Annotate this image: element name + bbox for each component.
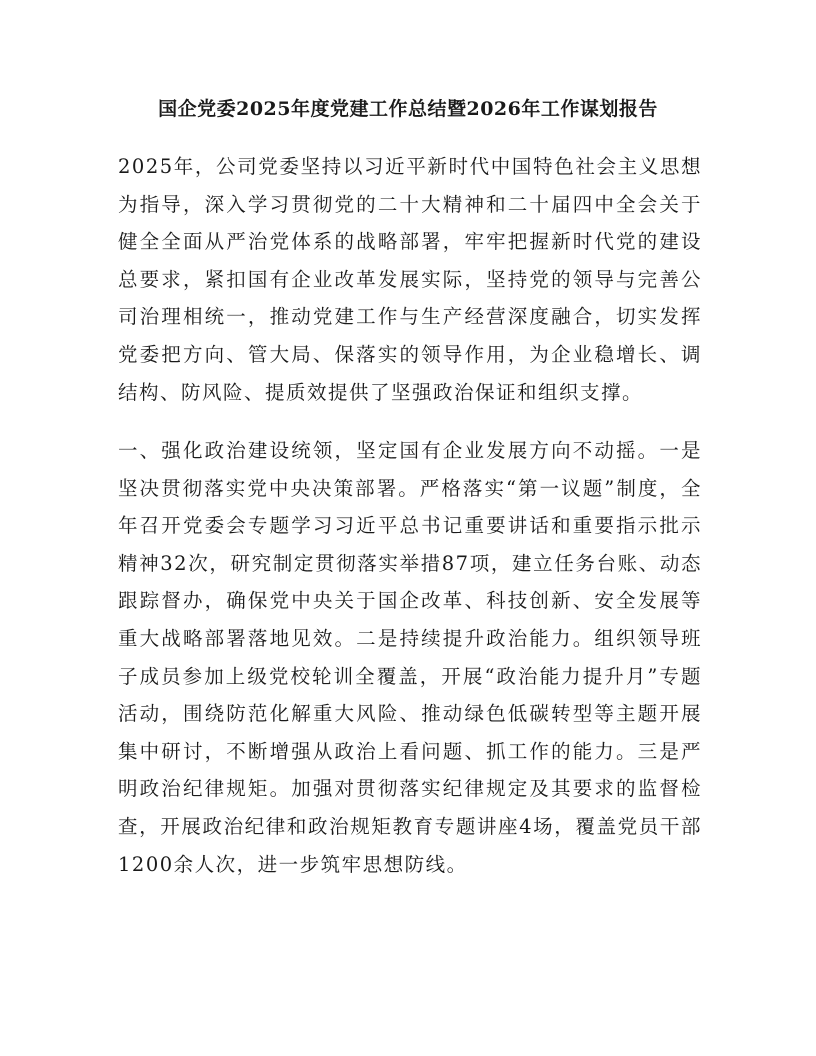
section-one-paragraph: 一、强化政治建设统领，坚定国有企业发展方向不动摇。一是坚决贯彻落实党中央决策部署。严格落实“第一议题”制度，全年召开党委会专题学习习近平总书记重要讲话和重要指示批示精神32次，研究制定贯彻落实举措87项，建立任务台账、动态跟踪督办，确保党中央关于国企改革、科技创新、安全发展等重大战略部署落地见效。二是持续提升政治能力。组织领导班子成员参加上级党校轮训全覆盖，开展“政治能力提升月”专题活动，围绕防范化解重大风险、推动绿色低碳转型等主题开展集中研讨，不断增强从政治上看问题、抓工作的能力。三是严明政治纪律规矩。加强对贯彻落实纪律规定及其要求的监督检查，开展政治纪律和政治规矩教育专题讲座4场，覆盖党员干部1200余人次，进一步筑牢思想防线。 (118, 439, 702, 876)
document-title: 国企党委2025年度党建工作总结暨2026年工作谋划报告 (158, 98, 658, 120)
intro-paragraph: 2025年，公司党委坚持以习近平新时代中国特色社会主义思想为指导，深入学习贯彻党的二十大精神和二十届四中全会关于健全全面从严治党体系的战略部署，牢牢把握新时代党的建设总要求，紧扣国有企业改革发展实际，坚持党的领导与完善公司治理相统一，推动党建工作与生产经营深度融合，切实发挥党委把方向、管大局、保落实的领导作用，为企业稳增长、调结构、防风险、提质效提供了坚强政治保证和组织支撑。 (118, 155, 702, 404)
